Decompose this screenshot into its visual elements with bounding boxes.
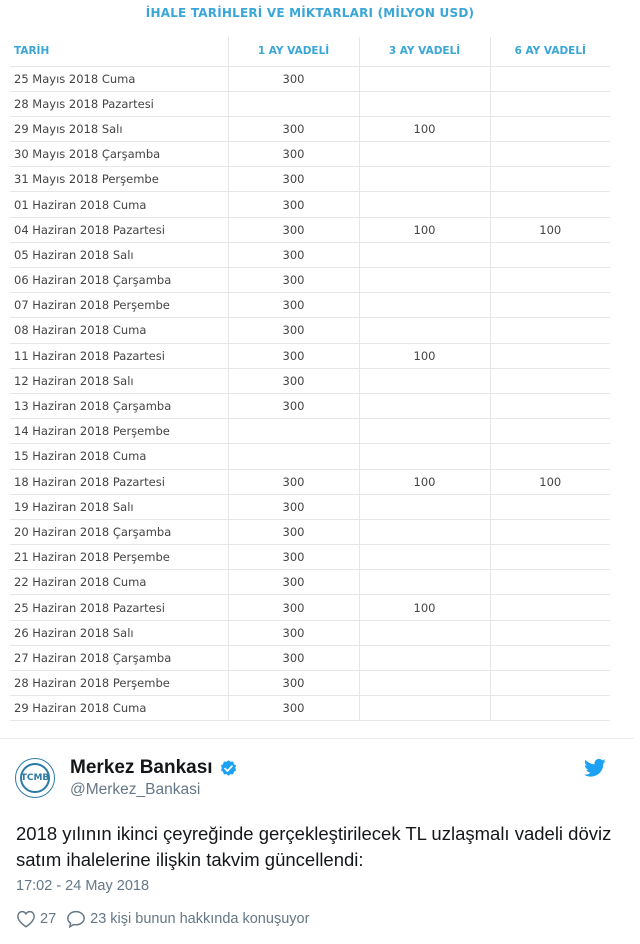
cell-6-month xyxy=(490,91,610,116)
cell-3-month xyxy=(359,142,490,167)
cell-date: 30 Mayıs 2018 Çarşamba xyxy=(10,142,228,167)
header-1-month: 1 AY VADELİ xyxy=(228,37,359,66)
display-name[interactable]: Merkez Bankası xyxy=(70,757,213,778)
cell-6-month xyxy=(490,494,610,519)
cell-1-month: 300 xyxy=(228,519,359,544)
table-row xyxy=(10,645,610,670)
tweet-text: 2018 yılının ikinci çeyreğinde gerçekleştirilecek TL uzlaşmalı vadeli döviz satım ihalelerine ilişkin takvim güncellendi: xyxy=(16,823,612,870)
cell-date: 21 Haziran 2018 Perşembe xyxy=(10,545,228,570)
table-row xyxy=(10,293,610,318)
like-count: 27 xyxy=(40,911,57,927)
cell-6-month xyxy=(490,293,610,318)
cell-date: 19 Haziran 2018 Salı xyxy=(10,494,228,519)
cell-6-month xyxy=(490,268,610,293)
cell-1-month: 300 xyxy=(228,242,359,267)
table-row xyxy=(10,242,610,267)
cell-6-month xyxy=(490,419,610,444)
cell-3-month xyxy=(359,545,490,570)
cell-6-month xyxy=(490,116,610,141)
table-row xyxy=(10,671,610,696)
conversation-text: 23 kişi bunun hakkında konuşuyor xyxy=(90,911,310,927)
cell-3-month xyxy=(359,368,490,393)
table-row xyxy=(10,167,610,192)
cell-3-month xyxy=(359,393,490,418)
cell-3-month xyxy=(359,444,490,469)
tweet-card[interactable] xyxy=(0,738,634,944)
table-row xyxy=(10,419,610,444)
cell-1-month: 300 xyxy=(228,620,359,645)
cell-6-month xyxy=(490,167,610,192)
cell-3-month: 100 xyxy=(359,595,490,620)
table-row xyxy=(10,519,610,544)
cell-date: 20 Haziran 2018 Çarşamba xyxy=(10,519,228,544)
cell-6-month: 100 xyxy=(490,469,610,494)
cell-date: 14 Haziran 2018 Perşembe xyxy=(10,419,228,444)
cell-1-month: 300 xyxy=(228,66,359,91)
heart-icon xyxy=(16,910,36,928)
table-row xyxy=(10,192,610,217)
cell-3-month xyxy=(359,268,490,293)
cell-date: 29 Mayıs 2018 Salı xyxy=(10,116,228,141)
cell-1-month xyxy=(228,91,359,116)
table-row xyxy=(10,620,610,645)
cell-3-month xyxy=(359,242,490,267)
cell-3-month: 100 xyxy=(359,343,490,368)
cell-date: 25 Mayıs 2018 Cuma xyxy=(10,66,228,91)
tweet-actions xyxy=(16,910,319,928)
cell-6-month xyxy=(490,142,610,167)
cell-6-month xyxy=(490,519,610,544)
cell-3-month: 100 xyxy=(359,116,490,141)
table-row xyxy=(10,343,610,368)
cell-6-month xyxy=(490,671,610,696)
cell-6-month xyxy=(490,645,610,670)
cell-date: 18 Haziran 2018 Pazartesi xyxy=(10,469,228,494)
tcmb-logo-icon: TCMB xyxy=(20,763,50,793)
cell-6-month xyxy=(490,444,610,469)
cell-1-month: 300 xyxy=(228,217,359,242)
cell-1-month: 300 xyxy=(228,545,359,570)
cell-1-month: 300 xyxy=(228,343,359,368)
cell-1-month: 300 xyxy=(228,570,359,595)
author-name-row xyxy=(70,757,238,779)
cell-1-month xyxy=(228,444,359,469)
like-button[interactable] xyxy=(16,910,56,928)
cell-date: 29 Haziran 2018 Cuma xyxy=(10,696,228,721)
cell-1-month: 300 xyxy=(228,167,359,192)
cell-3-month: 100 xyxy=(359,217,490,242)
cell-3-month xyxy=(359,293,490,318)
cell-1-month: 300 xyxy=(228,645,359,670)
header-date: TARİH xyxy=(10,37,228,66)
cell-3-month xyxy=(359,696,490,721)
cell-1-month: 300 xyxy=(228,116,359,141)
cell-1-month: 300 xyxy=(228,268,359,293)
cell-3-month xyxy=(359,620,490,645)
cell-3-month xyxy=(359,671,490,696)
cell-6-month xyxy=(490,570,610,595)
cell-1-month: 300 xyxy=(228,494,359,519)
table-row xyxy=(10,91,610,116)
cell-3-month xyxy=(359,494,490,519)
cell-1-month: 300 xyxy=(228,293,359,318)
cell-1-month: 300 xyxy=(228,595,359,620)
table-header-row xyxy=(10,37,610,66)
cell-3-month xyxy=(359,570,490,595)
cell-3-month xyxy=(359,519,490,544)
cell-date: 04 Haziran 2018 Pazartesi xyxy=(10,217,228,242)
cell-6-month xyxy=(490,595,610,620)
cell-1-month: 300 xyxy=(228,696,359,721)
cell-date: 31 Mayıs 2018 Perşembe xyxy=(10,167,228,192)
cell-date: 28 Haziran 2018 Perşembe xyxy=(10,671,228,696)
cell-1-month: 300 xyxy=(228,142,359,167)
cell-6-month xyxy=(490,696,610,721)
table-row xyxy=(10,595,610,620)
cell-3-month xyxy=(359,419,490,444)
table-row xyxy=(10,268,610,293)
cell-1-month: 300 xyxy=(228,671,359,696)
cell-6-month xyxy=(490,318,610,343)
cell-6-month xyxy=(490,393,610,418)
cell-date: 22 Haziran 2018 Cuma xyxy=(10,570,228,595)
cell-6-month: 100 xyxy=(490,217,610,242)
table-row xyxy=(10,469,610,494)
cell-3-month xyxy=(359,66,490,91)
header-6-month: 6 AY VADELİ xyxy=(490,37,610,66)
cell-3-month xyxy=(359,167,490,192)
cell-6-month xyxy=(490,66,610,91)
user-handle[interactable]: @Merkez_Bankasi xyxy=(70,781,201,798)
table-row xyxy=(10,142,610,167)
cell-date: 15 Haziran 2018 Cuma xyxy=(10,444,228,469)
avatar[interactable] xyxy=(15,758,55,798)
cell-6-month xyxy=(490,545,610,570)
table-row xyxy=(10,393,610,418)
conversation-link[interactable] xyxy=(66,910,309,928)
cell-1-month: 300 xyxy=(228,368,359,393)
cell-date: 06 Haziran 2018 Çarşamba xyxy=(10,268,228,293)
table-row xyxy=(10,545,610,570)
tweet-timestamp[interactable]: 17:02 - 24 May 2018 xyxy=(16,878,150,894)
cell-date: 27 Haziran 2018 Çarşamba xyxy=(10,645,228,670)
cell-1-month: 300 xyxy=(228,393,359,418)
table-row xyxy=(10,368,610,393)
cell-date: 25 Haziran 2018 Pazartesi xyxy=(10,595,228,620)
cell-6-month xyxy=(490,242,610,267)
table-row xyxy=(10,570,610,595)
cell-6-month xyxy=(490,192,610,217)
cell-1-month: 300 xyxy=(228,318,359,343)
header-3-month: 3 AY VADELİ xyxy=(359,37,490,66)
cell-6-month xyxy=(490,343,610,368)
cell-6-month xyxy=(490,620,610,645)
table-row xyxy=(10,66,610,91)
cell-3-month xyxy=(359,91,490,116)
table-row xyxy=(10,217,610,242)
cell-date: 26 Haziran 2018 Salı xyxy=(10,620,228,645)
cell-1-month: 300 xyxy=(228,469,359,494)
cell-3-month xyxy=(359,192,490,217)
table-row xyxy=(10,444,610,469)
cell-date: 11 Haziran 2018 Pazartesi xyxy=(10,343,228,368)
table-title: İHALE TARİHLERİ VE MİKTARLARI (MİLYON USD) xyxy=(145,6,475,20)
cell-1-month: 300 xyxy=(228,192,359,217)
cell-3-month: 100 xyxy=(359,469,490,494)
auction-table xyxy=(10,37,610,721)
verified-badge-icon xyxy=(219,759,238,778)
cell-date: 07 Haziran 2018 Perşembe xyxy=(10,293,228,318)
table-row xyxy=(10,318,610,343)
twitter-bird-icon[interactable] xyxy=(584,758,606,778)
cell-6-month xyxy=(490,368,610,393)
table-row xyxy=(10,116,610,141)
cell-date: 12 Haziran 2018 Salı xyxy=(10,368,228,393)
cell-date: 05 Haziran 2018 Salı xyxy=(10,242,228,267)
cell-1-month xyxy=(228,419,359,444)
cell-3-month xyxy=(359,645,490,670)
cell-date: 28 Mayıs 2018 Pazartesi xyxy=(10,91,228,116)
table-row xyxy=(10,696,610,721)
cell-3-month xyxy=(359,318,490,343)
table-row xyxy=(10,494,610,519)
cell-date: 01 Haziran 2018 Cuma xyxy=(10,192,228,217)
speech-bubble-icon xyxy=(66,910,86,928)
cell-date: 13 Haziran 2018 Çarşamba xyxy=(10,393,228,418)
cell-date: 08 Haziran 2018 Cuma xyxy=(10,318,228,343)
